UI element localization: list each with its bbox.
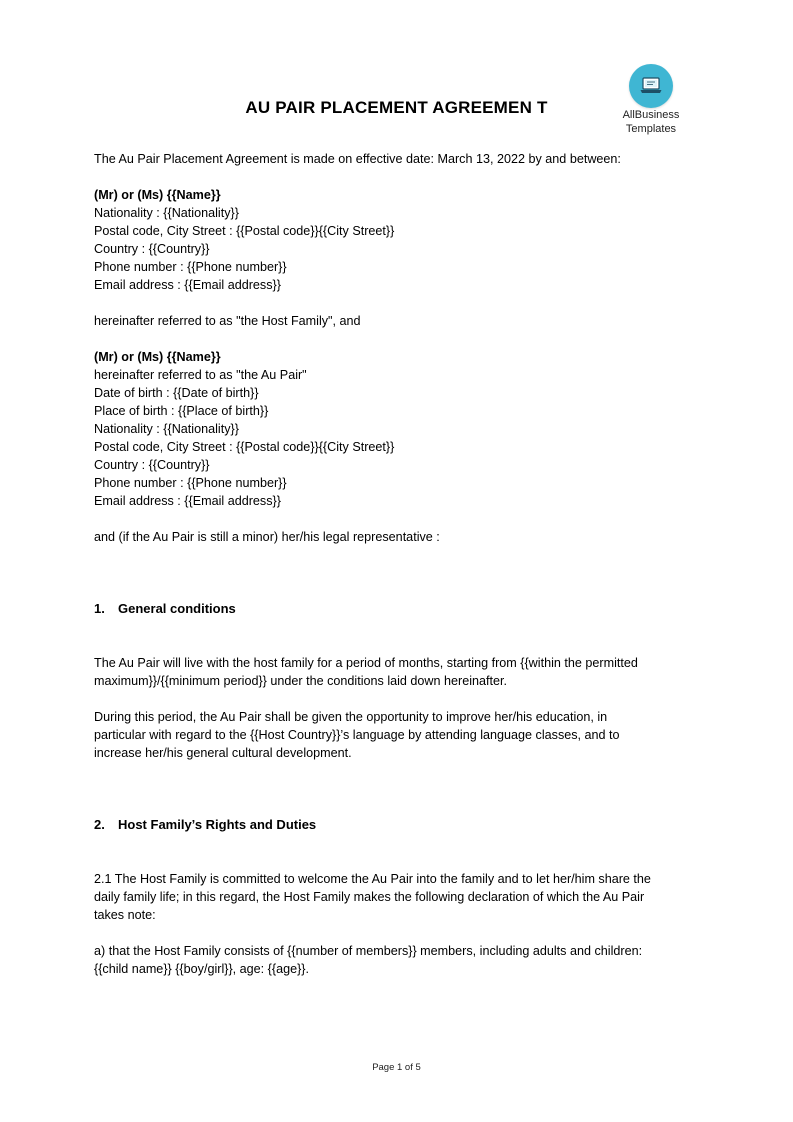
document-body (94, 150, 704, 978)
section2-p1-line3: takes note: (94, 908, 156, 922)
page-number-footer: Page 1 of 5 (372, 1062, 421, 1073)
section1-p2-line1: During this period, the Au Pair shall be given the opportunity to improve her/his education, in (94, 710, 608, 724)
party2-email: Email address : {{Email address}} (94, 494, 281, 508)
logo-brand-line1: AllBusiness (622, 109, 680, 121)
intro-paragraph: The Au Pair Placement Agreement is made on effective date: March 13, 2022 by and between: (94, 152, 621, 166)
section1-p1-line2: maximum}}/{{minimum period}} under the conditions laid down hereinafter. (94, 674, 508, 688)
section1-number: 1. (94, 601, 105, 616)
party1-email: Email address : {{Email address}} (94, 278, 281, 292)
party2-date-of-birth: Date of birth : {{Date of birth}} (94, 386, 259, 400)
laptop-icon (640, 77, 662, 95)
party2-phone: Phone number : {{Phone number}} (94, 476, 287, 490)
party1-name: (Mr) or (Ms) {{Name}} (94, 188, 221, 202)
legal-representative-line: and (if the Au Pair is still a minor) her/his legal representative : (94, 530, 440, 544)
logo-brand-line2: Templates (625, 123, 677, 135)
section1-heading (94, 600, 704, 618)
section1-p1-line1: The Au Pair will live with the host family for a period of months, starting from {{within the permitted (94, 656, 638, 670)
party2-country: Country : {{Country}} (94, 458, 210, 472)
section2-p2-line2: {{child name}} {{boy/girl}}, age: {{age}}. (94, 962, 309, 976)
section2-p1-line1: 2.1 The Host Family is committed to welcome the Au Pair into the family and to let her/him share the (94, 872, 651, 886)
party2-place-of-birth: Place of birth : {{Place of birth}} (94, 404, 269, 418)
party2-nationality: Nationality : {{Nationality}} (94, 422, 239, 436)
section2-p1-line2: daily family life; in this regard, the Host Family makes the following declaration of which the Au Pair (94, 890, 645, 904)
party1-phone: Phone number : {{Phone number}} (94, 260, 287, 274)
section2-p2-line1: a) that the Host Family consists of {{number of members}} members, including adults and children: (94, 944, 643, 958)
section2-heading (94, 816, 704, 834)
party2-reference: hereinafter referred to as "the Au Pair" (94, 368, 307, 382)
party2-name: (Mr) or (Ms) {{Name}} (94, 350, 221, 364)
document-title: AU PAIR PLACEMENT AGREEMEN T (245, 98, 548, 117)
section2-title: Host Family’s Rights and Duties (118, 817, 317, 832)
section1-title: General conditions (118, 601, 236, 616)
section1-p2-line3: increase her/his general cultural development. (94, 746, 352, 760)
section1-p2-line2: particular with regard to the {{Host Country}}’s language by attending language classes, and to (94, 728, 620, 742)
party2-postal: Postal code, City Street : {{Postal code}}{{City Street}} (94, 440, 395, 454)
section2-number: 2. (94, 817, 105, 832)
party1-country: Country : {{Country}} (94, 242, 210, 256)
party1-nationality: Nationality : {{Nationality}} (94, 206, 239, 220)
host-family-reference: hereinafter referred to as "the Host Family", and (94, 314, 361, 328)
party1-postal: Postal code, City Street : {{Postal code}}{{City Street}} (94, 224, 395, 238)
